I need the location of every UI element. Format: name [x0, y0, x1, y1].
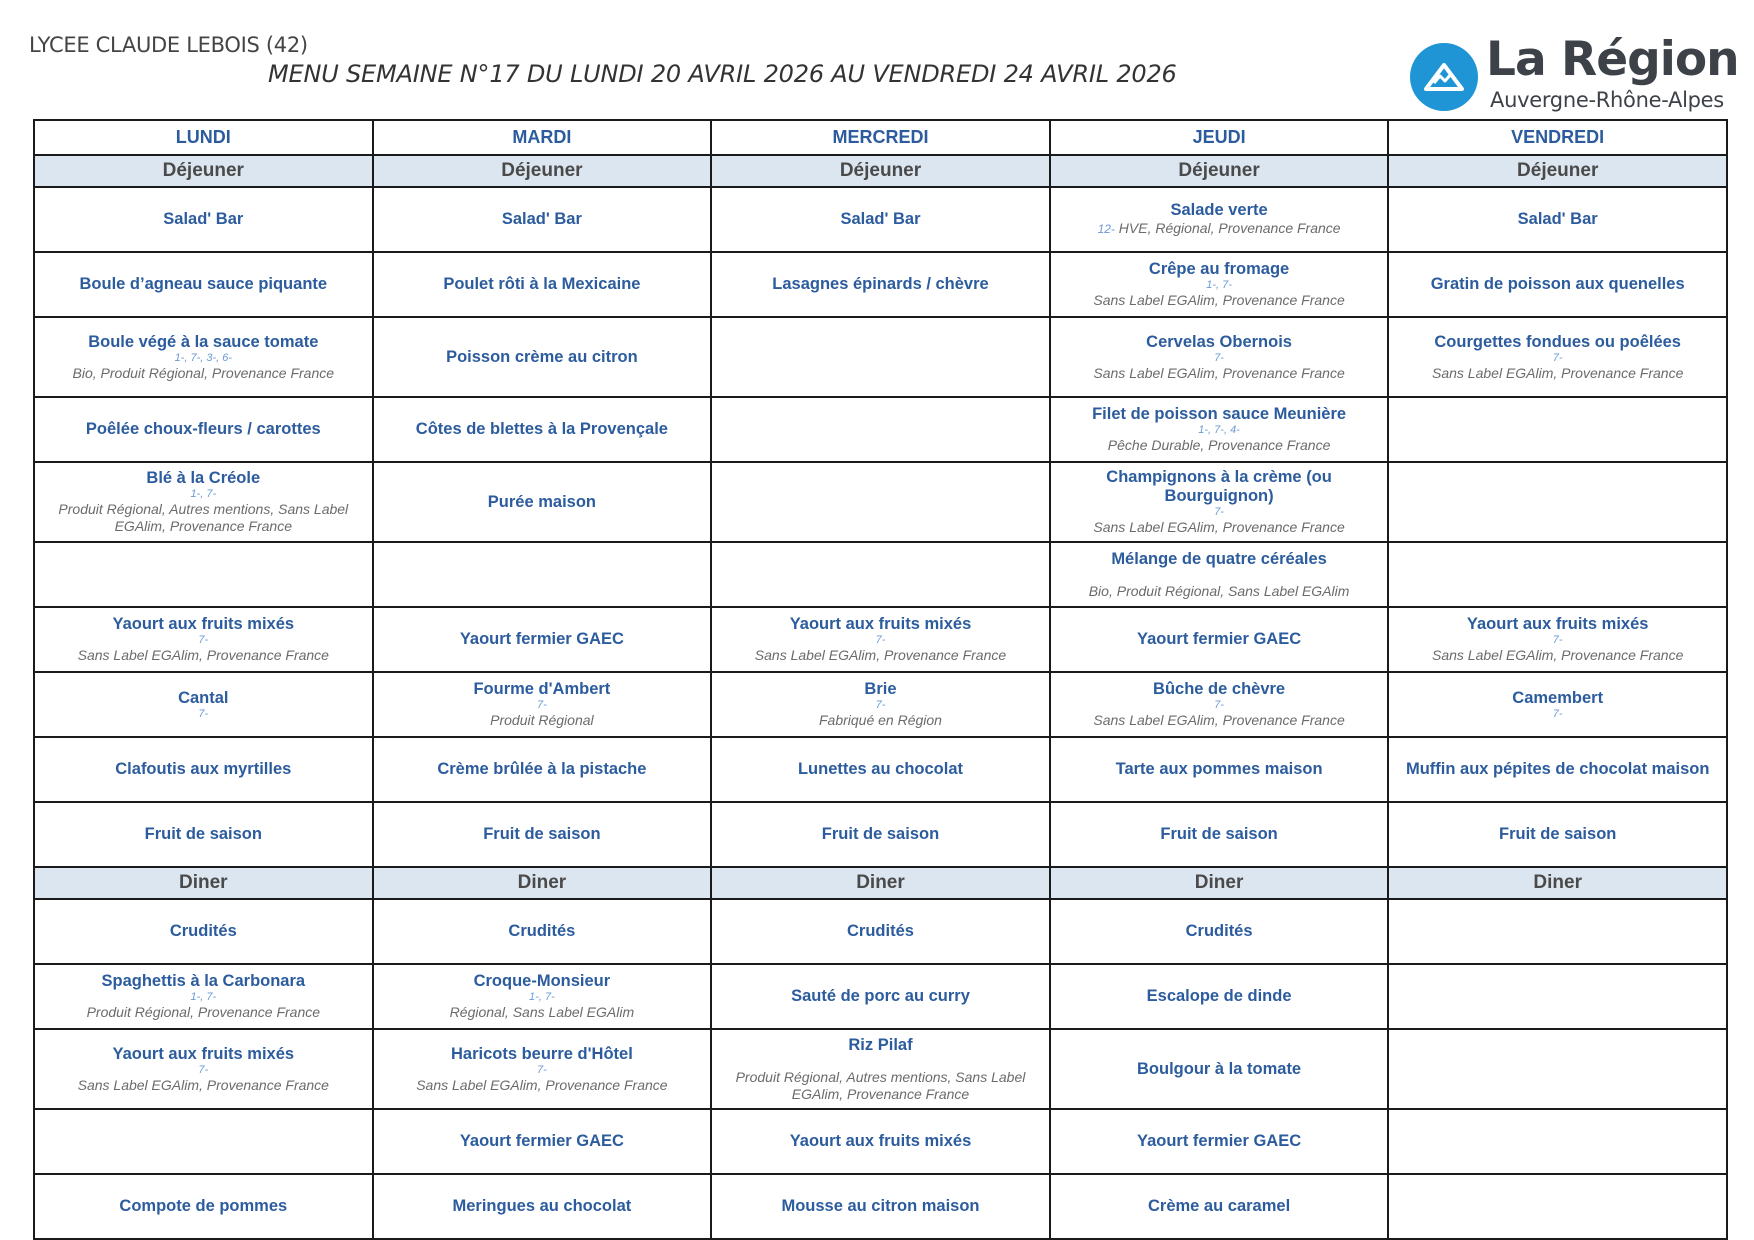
- dish-name: Clafoutis aux myrtilles: [115, 760, 292, 778]
- menu-row: [34, 252, 1727, 317]
- meal-label: Déjeuner: [711, 155, 1050, 187]
- dish-name: Mélange de quatre céréales: [1111, 549, 1327, 568]
- dish-name: Boulgour à la tomate: [1137, 1059, 1302, 1078]
- quality-labels: [1057, 220, 1382, 238]
- region-logo-name: La Région: [1486, 32, 1739, 87]
- quality-labels: [1057, 712, 1382, 729]
- menu-cell: [373, 542, 712, 607]
- menu-cell: [373, 737, 712, 802]
- dish-name: Blé à la Créole: [146, 469, 261, 487]
- dish-name: Champignons à la crème (ou Bourguignon): [1106, 468, 1332, 505]
- allergen-codes: 1-, 7-: [1206, 279, 1232, 291]
- menu-cell: [1050, 317, 1389, 397]
- menu-cell: [373, 397, 712, 462]
- menu-cell: [34, 252, 373, 317]
- meal-label: Déjeuner: [373, 155, 712, 187]
- menu-cell: [711, 252, 1050, 317]
- menu-cell: [34, 462, 373, 542]
- quality-labels: [380, 1004, 705, 1021]
- quality-labels-text: Fabriqué en Région: [818, 712, 942, 728]
- quality-labels: [1395, 647, 1720, 664]
- allergen-codes: 7-: [537, 1063, 547, 1076]
- menu-row: [34, 187, 1727, 252]
- menu-cell: [1388, 607, 1727, 672]
- quality-labels-text: Pêche Durable, Provenance France: [1107, 437, 1331, 453]
- menu-cell: [373, 252, 712, 317]
- quality-labels: [41, 1004, 366, 1021]
- menu-cell: [711, 672, 1050, 737]
- menu-cell: [711, 899, 1050, 964]
- menu-cell: [711, 187, 1050, 252]
- menu-cell: [34, 397, 373, 462]
- dish-name: Escalope de dinde: [1146, 987, 1292, 1005]
- quality-labels: [41, 365, 366, 382]
- menu-cell: [1388, 187, 1727, 252]
- menu-cell: [711, 462, 1050, 542]
- allergen-codes: 1-, 7-: [190, 488, 217, 500]
- allergen-codes: 1-, 7-, 4-: [1198, 424, 1240, 436]
- menu-cell: [1050, 672, 1389, 737]
- menu-cell: [373, 802, 712, 867]
- menu-row: [34, 462, 1727, 542]
- dish-name: Crudités: [1185, 922, 1253, 940]
- quality-labels: [41, 501, 366, 535]
- weekly-menu-table: [33, 119, 1728, 1240]
- quality-labels-text: Sans Label EGAlim, Provenance France: [1432, 364, 1684, 381]
- menu-cell: [373, 1029, 712, 1109]
- dish-name: Salad' Bar: [163, 210, 244, 228]
- quality-labels-text: Produit Régional: [490, 712, 594, 728]
- menu-cell: [34, 607, 373, 672]
- dish-name: Fruit de saison: [1160, 825, 1278, 843]
- dish-name: Brie: [864, 680, 897, 698]
- menu-cell: [1050, 1174, 1389, 1239]
- menu-title: MENU SEMAINE N°17 DU LUNDI 20 AVRIL 2026 AU VENDREDI 24 AVRIL 2026: [268, 60, 1177, 88]
- menu-cell: [34, 964, 373, 1029]
- menu-cell: [373, 607, 712, 672]
- menu-cell: [373, 1109, 712, 1174]
- allergen-codes: 7-: [1552, 707, 1563, 720]
- dish-name: Muffin aux pépites de chocolat maison: [1405, 760, 1710, 778]
- dish-name: Boule d’agneau sauce piquante: [79, 275, 328, 293]
- dish-name: Mousse au citron maison: [781, 1197, 980, 1215]
- menu-cell: [711, 607, 1050, 672]
- meal-label: Déjeuner: [1050, 155, 1389, 187]
- quality-labels: [718, 1069, 1043, 1103]
- allergen-codes: 7-: [198, 1063, 209, 1076]
- day-header-row: [34, 120, 1727, 155]
- dish-name: Boule végé à la sauce tomate: [88, 332, 319, 351]
- dish-name: Poisson crème au citron: [446, 347, 638, 366]
- dish-name: Fourme d'Ambert: [473, 680, 611, 698]
- dish-name: Crème brûlée à la pistache: [437, 760, 647, 778]
- quality-labels-text: Sans Label EGAlim, Provenance France: [416, 1076, 668, 1093]
- dish-name: Sauté de porc au curry: [791, 987, 970, 1005]
- allergen-codes: 12-: [1097, 222, 1115, 236]
- menu-cell: [1388, 802, 1727, 867]
- menu-cell: [34, 899, 373, 964]
- quality-labels-text: Sans Label EGAlim, Provenance France: [754, 647, 1007, 663]
- menu-cell: [1388, 737, 1727, 802]
- menu-cell: [34, 1029, 373, 1109]
- menu-cell: [1050, 397, 1389, 462]
- menu-row: [34, 737, 1727, 802]
- day-header: JEUDI: [1050, 120, 1389, 155]
- school-name: LYCEE CLAUDE LEBOIS (42): [29, 33, 308, 57]
- menu-cell: [1050, 462, 1389, 542]
- meal-label: Diner: [711, 867, 1050, 899]
- menu-cell: [1388, 397, 1727, 462]
- allergen-codes: 7-: [875, 634, 886, 646]
- menu-cell: [711, 317, 1050, 397]
- allergen-codes: 7-: [1214, 351, 1224, 364]
- spacer: [1057, 569, 1382, 583]
- menu-cell: [1050, 607, 1389, 672]
- menu-cell: [373, 317, 712, 397]
- allergen-codes: 7-: [875, 699, 886, 711]
- dish-name: Filet de poisson sauce Meunière: [1092, 405, 1347, 423]
- quality-labels-text: Bio, Produit Régional, Sans Label EGAlim: [1088, 582, 1350, 599]
- menu-cell: [1388, 672, 1727, 737]
- quality-labels-text: Sans Label EGAlim, Provenance France: [77, 647, 329, 663]
- menu-row: [34, 672, 1727, 737]
- menu-cell: [1050, 802, 1389, 867]
- dish-name: Yaourt aux fruits mixés: [789, 1132, 972, 1150]
- dish-name: Salade verte: [1170, 201, 1268, 219]
- dish-name: Spaghettis à la Carbonara: [101, 972, 306, 990]
- menu-cell: [1050, 252, 1389, 317]
- menu-cell: [373, 1174, 712, 1239]
- menu-cell: [711, 397, 1050, 462]
- quality-labels: [1057, 292, 1382, 309]
- region-logo: [1410, 32, 1739, 118]
- quality-labels-text: Sans Label EGAlim, Provenance France: [1093, 712, 1345, 728]
- menu-cell: [1050, 737, 1389, 802]
- dish-name: Fruit de saison: [821, 825, 940, 843]
- quality-labels: [41, 1077, 366, 1094]
- menu-cell: [34, 737, 373, 802]
- menu-row: [34, 317, 1727, 397]
- menu-cell: [1050, 964, 1389, 1029]
- dish-name: Camembert: [1512, 688, 1604, 707]
- meal-label: Déjeuner: [34, 155, 373, 187]
- allergen-codes: 1-, 7-, 3-, 6-: [174, 351, 233, 364]
- dish-name: Yaourt aux fruits mixés: [112, 615, 295, 633]
- dish-name: Crudités: [169, 922, 237, 940]
- dish-name: Gratin de poisson aux quenelles: [1430, 275, 1685, 293]
- menu-row: [34, 1109, 1727, 1174]
- dish-name: Yaourt fermier GAEC: [1137, 630, 1302, 648]
- menu-cell: [1050, 1029, 1389, 1109]
- dish-name: Haricots beurre d'Hôtel: [450, 1044, 633, 1063]
- day-header: LUNDI: [34, 120, 373, 155]
- meal-label: Diner: [34, 867, 373, 899]
- menu-row: [34, 607, 1727, 672]
- quality-labels-text: Produit Régional, Autres mentions, Sans Label EGAlim, Provenance France: [735, 1068, 1026, 1102]
- dish-name: Poêlée choux-fleurs / carottes: [85, 420, 321, 438]
- menu-cell: [711, 1029, 1050, 1109]
- quality-labels: [1057, 583, 1382, 600]
- dish-name: Crème au caramel: [1147, 1197, 1291, 1215]
- menu-row: [34, 1174, 1727, 1239]
- quality-labels-text: Produit Régional, Provenance France: [86, 1004, 321, 1020]
- allergen-codes: 7-: [1214, 699, 1224, 711]
- dish-name: Yaourt fermier GAEC: [459, 630, 624, 648]
- menu-cell: [34, 317, 373, 397]
- meal-label: Déjeuner: [1388, 155, 1727, 187]
- dish-name: Crudités: [508, 922, 576, 940]
- quality-labels-text: Sans Label EGAlim, Provenance France: [1093, 519, 1345, 535]
- allergen-codes: 1-, 7-: [529, 991, 555, 1003]
- meal-label: Diner: [373, 867, 712, 899]
- quality-labels: [380, 1077, 705, 1094]
- dish-name: Crudités: [847, 922, 914, 940]
- allergen-codes: 1-, 7-: [190, 991, 217, 1003]
- dish-name: Cantal: [178, 688, 229, 707]
- menu-cell: [1388, 252, 1727, 317]
- dish-name: Yaourt aux fruits mixés: [112, 1044, 295, 1063]
- menu-cell: [1050, 542, 1389, 607]
- day-header: MERCREDI: [711, 120, 1050, 155]
- dish-name: Purée maison: [487, 492, 596, 511]
- dish-name: Crêpe au fromage: [1148, 260, 1290, 278]
- quality-labels-text: Bio, Produit Régional, Provenance France: [72, 364, 335, 381]
- menu-cell: [711, 542, 1050, 607]
- menu-body: [34, 155, 1727, 1239]
- menu-cell: [1388, 1174, 1727, 1239]
- dish-name: Yaourt aux fruits mixés: [1466, 615, 1649, 633]
- meal-band-row: [34, 867, 1727, 899]
- allergen-codes: 7-: [198, 634, 209, 646]
- menu-cell: [34, 672, 373, 737]
- menu-cell: [1388, 542, 1727, 607]
- menu-cell: [373, 964, 712, 1029]
- menu-row: [34, 899, 1727, 964]
- dish-name: Cervelas Obernois: [1146, 332, 1292, 351]
- meal-label: Diner: [1388, 867, 1727, 899]
- dish-name: Côtes de blettes à la Provençale: [415, 420, 668, 438]
- spacer: [718, 1055, 1043, 1069]
- dish-name: Fruit de saison: [144, 825, 262, 843]
- quality-labels-text: HVE, Régional, Provenance France: [1118, 220, 1341, 236]
- menu-cell: [34, 1109, 373, 1174]
- quality-labels-text: Sans Label EGAlim, Provenance France: [77, 1076, 329, 1093]
- quality-labels-text: Régional, Sans Label EGAlim: [449, 1004, 635, 1020]
- meal-label: Diner: [1050, 867, 1389, 899]
- dish-name: Poulet rôti à la Mexicaine: [443, 275, 641, 293]
- quality-labels: [1395, 365, 1720, 382]
- quality-labels-text: Sans Label EGAlim, Provenance France: [1093, 292, 1345, 308]
- quality-labels: [718, 647, 1043, 664]
- meal-band-row: [34, 155, 1727, 187]
- menu-row: [34, 964, 1727, 1029]
- quality-labels: [1057, 365, 1382, 382]
- allergen-codes: 7-: [1552, 351, 1563, 364]
- quality-labels-text: Sans Label EGAlim, Provenance France: [1432, 647, 1684, 663]
- quality-labels-text: Produit Régional, Autres mentions, Sans Label EGAlim, Provenance France: [58, 501, 349, 534]
- menu-cell: [34, 802, 373, 867]
- menu-cell: [1388, 1029, 1727, 1109]
- menu-cell: [711, 802, 1050, 867]
- menu-cell: [711, 1174, 1050, 1239]
- dish-name: Salad' Bar: [501, 210, 582, 228]
- day-header: MARDI: [373, 120, 712, 155]
- dish-name: Lasagnes épinards / chèvre: [772, 275, 989, 293]
- menu-cell: [1388, 317, 1727, 397]
- menu-row: [34, 802, 1727, 867]
- menu-row: [34, 397, 1727, 462]
- allergen-codes: 7-: [1552, 634, 1563, 646]
- menu-cell: [1388, 899, 1727, 964]
- allergen-codes: 7-: [198, 707, 209, 720]
- menu-row: [34, 542, 1727, 607]
- menu-cell: [1050, 1109, 1389, 1174]
- dish-name: Tarte aux pommes maison: [1115, 760, 1323, 778]
- menu-cell: [711, 737, 1050, 802]
- menu-cell: [1388, 964, 1727, 1029]
- menu-cell: [373, 462, 712, 542]
- region-logo-subtitle: Auvergne-Rhône-Alpes: [1490, 88, 1724, 112]
- dish-name: Yaourt fermier GAEC: [1137, 1132, 1302, 1150]
- quality-labels: [380, 712, 705, 729]
- menu-cell: [34, 187, 373, 252]
- dish-name: Courgettes fondues ou poêlées: [1434, 332, 1681, 351]
- menu-cell: [34, 1174, 373, 1239]
- menu-cell: [1388, 1109, 1727, 1174]
- menu-cell: [1050, 899, 1389, 964]
- allergen-codes: 7-: [537, 699, 547, 711]
- menu-cell: [711, 1109, 1050, 1174]
- dish-name: Croque-Monsieur: [473, 972, 611, 990]
- allergen-codes: 7-: [1214, 506, 1224, 518]
- menu-cell: [34, 542, 373, 607]
- quality-labels: [1057, 519, 1382, 536]
- dish-name: Yaourt fermier GAEC: [459, 1132, 624, 1150]
- quality-labels-text: Sans Label EGAlim, Provenance France: [1093, 364, 1345, 381]
- dish-name: Salad' Bar: [1517, 210, 1598, 228]
- dish-name: Compote de pommes: [119, 1197, 288, 1215]
- dish-name: Meringues au chocolat: [452, 1197, 632, 1215]
- menu-cell: [373, 899, 712, 964]
- menu-cell: [1388, 462, 1727, 542]
- dish-name: Yaourt aux fruits mixés: [789, 615, 972, 633]
- quality-labels: [41, 647, 366, 664]
- dish-name: Fruit de saison: [483, 825, 601, 843]
- dish-name: Fruit de saison: [1499, 825, 1617, 843]
- menu-cell: [373, 187, 712, 252]
- day-header: VENDREDI: [1388, 120, 1727, 155]
- menu-cell: [711, 964, 1050, 1029]
- region-mountain-icon: [1410, 43, 1478, 111]
- menu-row: [34, 1029, 1727, 1109]
- quality-labels: [1057, 437, 1382, 454]
- dish-name: Riz Pilaf: [848, 1035, 913, 1054]
- dish-name: Bûche de chèvre: [1153, 680, 1286, 698]
- menu-cell: [1050, 187, 1389, 252]
- quality-labels: [718, 712, 1043, 729]
- menu-cell: [373, 672, 712, 737]
- dish-name: Salad' Bar: [840, 210, 921, 228]
- dish-name: Lunettes au chocolat: [797, 760, 963, 778]
